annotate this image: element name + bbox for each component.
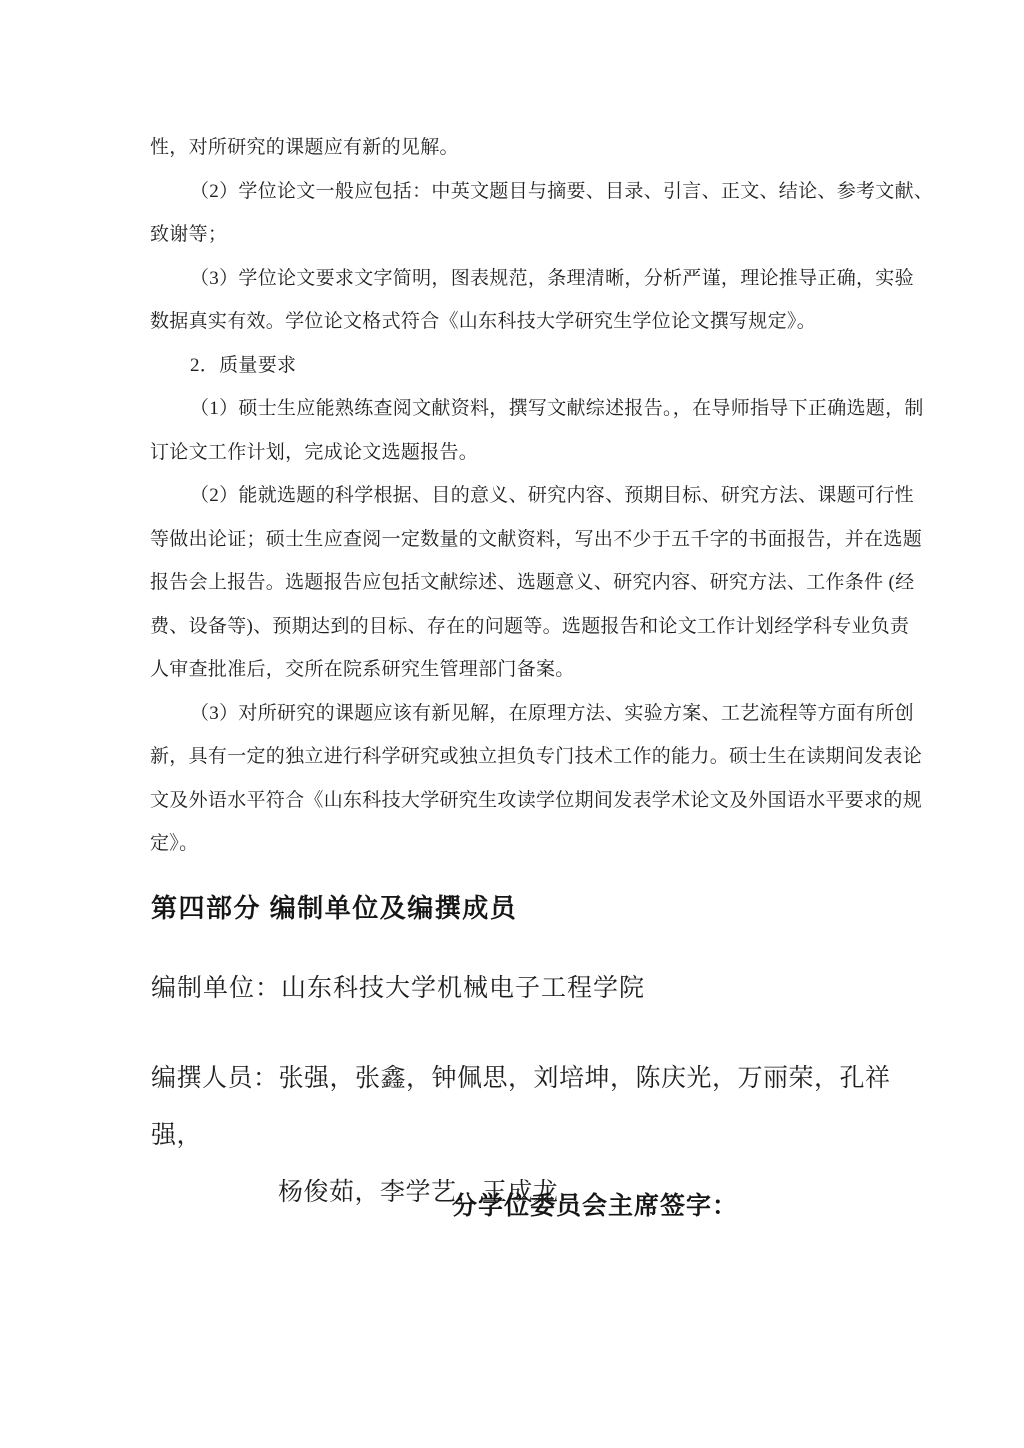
body-line: 数据真实有效。学位论文格式符合《山东科技大学研究生学位论文撰写规定》。: [150, 311, 817, 332]
body-text-block: [150, 126, 934, 866]
signature-label: 分学位委员会主席签字：: [452, 1193, 739, 1220]
body-line: 人审查批准后，交所在院系研究生管理部门备案。: [150, 659, 575, 680]
body-line: 文及外语水平符合《山东科技大学研究生攻读学位期间发表学术论文及外国语水平要求的规: [150, 789, 923, 811]
body-line: 定》。: [150, 833, 199, 854]
body-line: 2．质量要求: [190, 354, 297, 376]
body-line: （2）能就选题的科学根据、目的意义、研究内容、预期目标、研究方法、课题可行性: [190, 485, 914, 506]
section-heading: 第四部分 编制单位及编撰成员: [151, 893, 518, 923]
body-line: （1）硕士生应能熟练查阅文献资料，撰写文献综述报告。，在导师指导下正确选题，制: [190, 398, 924, 419]
body-line: （2）学位论文一般应包括：中英文题目与摘要、目录、引言、正文、结论、参考文献、: [190, 180, 934, 202]
body-line: 致谢等；: [150, 224, 228, 245]
body-line: 费、设备等)、预期达到的目标、存在的问题等。选题报告和论文工作计划经学科专业负责: [150, 615, 910, 637]
compilation-unit-line: 编制单位：山东科技大学机械电子工程学院: [151, 975, 646, 1002]
body-line: （3）学位论文要求文字简明，图表规范，条理清晰，分析严谨，理论推导正确，实验: [190, 267, 914, 289]
body-line: 等做出论证；硕士生应查阅一定数量的文献资料，写出不少于五千字的书面报告，并在选题: [150, 528, 923, 550]
body-line: （3）对所研究的课题应该有新见解，在原理方法、实验方案、工艺流程等方面有所创: [190, 702, 914, 724]
body-line: 订论文工作计划，完成论文选题报告。: [150, 441, 479, 463]
staff-line: 杨俊茹，李学艺，王成龙: [278, 1179, 559, 1206]
staff-line: 编撰人员：张强，张鑫，钟佩思，刘培坤，陈庆光，万丽荣，孔祥强，: [151, 1065, 891, 1149]
body-line: 报告会上报告。选题报告应包括文献综述、选题意义、研究内容、研究方法、工作条件 (经: [150, 572, 915, 593]
body-line: 新，具有一定的独立进行科学研究或独立担负专门技术工作的能力。硕士生在读期间发表论: [150, 746, 923, 767]
body-line: 性，对所研究的课题应有新的见解。: [150, 137, 459, 158]
